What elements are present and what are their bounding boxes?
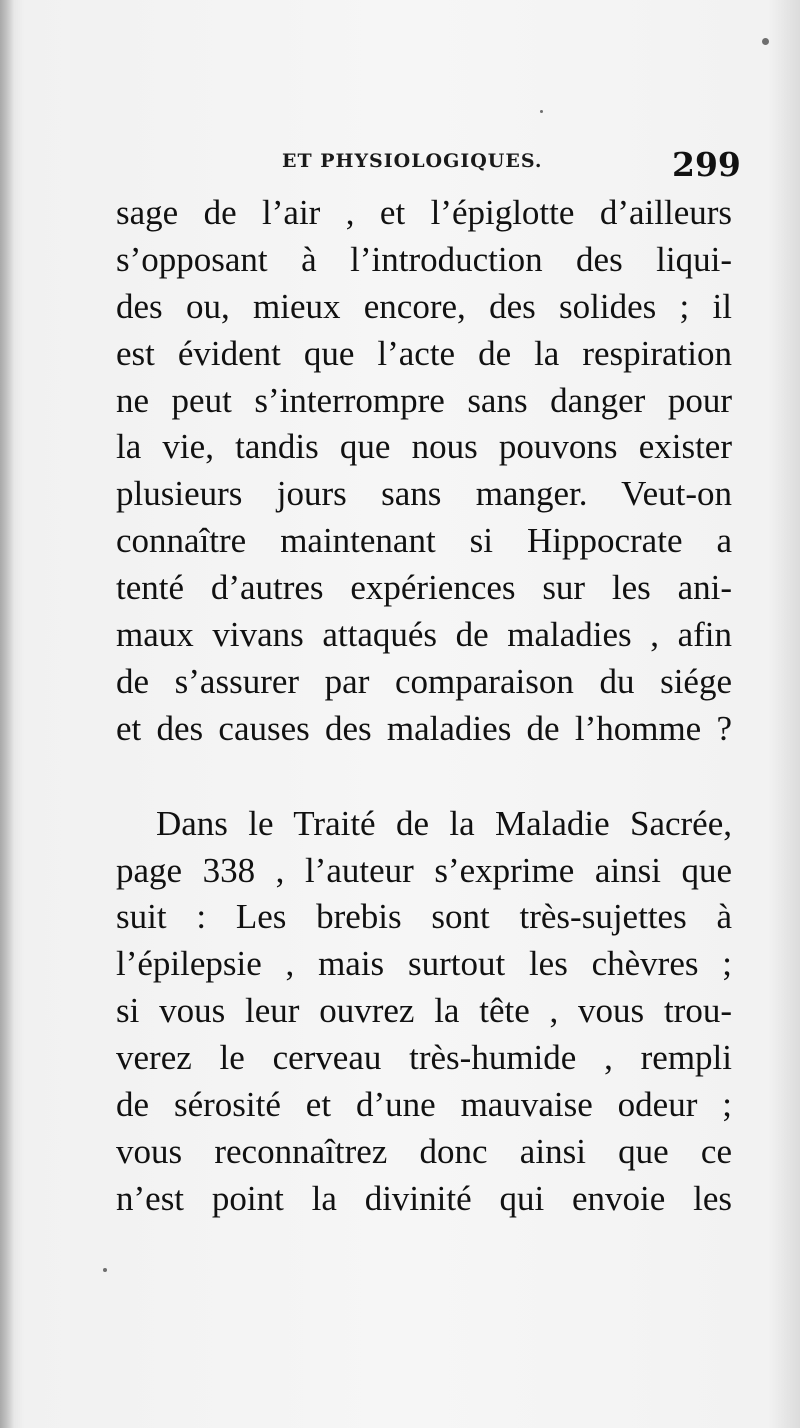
ink-speck (103, 1268, 107, 1272)
text-line: suit : Les brebis sont très-sujettes à (116, 897, 732, 937)
paragraph-spacer (116, 753, 732, 801)
text-line: plusieurs jours sans manger. Veut-on (116, 474, 732, 514)
text-line: et des causes des maladies de l’homme ? (116, 708, 732, 748)
text-line: n’est point la divinité qui envoie les (116, 1178, 732, 1218)
text-line: verez le cerveau très-humide , rempli (116, 1038, 732, 1078)
text-line: page 338 , l’auteur s’exprime ainsi que (116, 850, 732, 890)
text-line: connaître maintenant si Hippocrate a (116, 521, 732, 561)
text-line: de sérosité et d’une mauvaise odeur ; (116, 1085, 732, 1125)
text-line: ne peut s’interrompre sans danger pour (116, 380, 732, 420)
text-line: de s’assurer par comparaison du siége (116, 661, 732, 701)
ink-speck (540, 110, 543, 113)
ink-speck (762, 38, 769, 45)
text-line: s’opposant à l’introduction des liqui- (116, 239, 732, 279)
text-line: Dans le Traité de la Maladie Sacrée, (156, 803, 732, 843)
text-line: des ou, mieux encore, des solides ; il (116, 286, 732, 326)
text-line: la vie, tandis que nous pouvons exister (116, 427, 732, 467)
text-line: l’épilepsie , mais surtout les chèvres ; (116, 944, 732, 984)
page-body (116, 190, 732, 1223)
page-edge-shadow (0, 0, 14, 1428)
page-number: 299 (672, 145, 741, 184)
paragraph (116, 801, 732, 1223)
text-line: vous reconnaîtrez donc ainsi que ce (116, 1131, 732, 1171)
running-head: ET PHYSIOLOGIQUES. (282, 150, 543, 172)
paragraph (116, 190, 732, 753)
text-line: sage de l’air , et l’épiglotte d’ailleurs (116, 193, 732, 232)
text-line: tenté d’autres expériences sur les ani- (116, 568, 732, 608)
text-line: est évident que l’acte de la respiration (116, 333, 732, 373)
text-line: si vous leur ouvrez la tête , vous trou- (116, 991, 732, 1031)
text-line: maux vivans attaqués de maladies , afin (116, 615, 732, 655)
